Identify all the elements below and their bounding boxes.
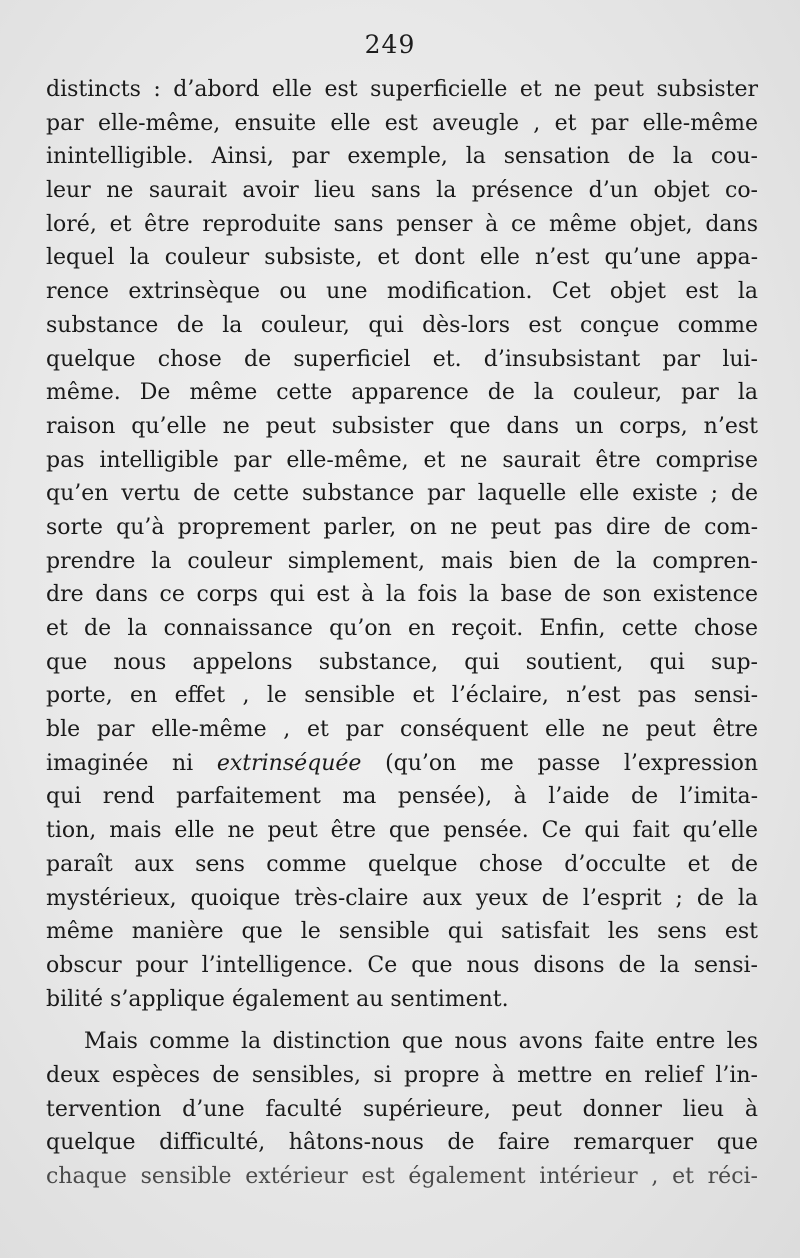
text-line: rence extrinsèque ou une modification. Cet objet est la: [46, 279, 758, 305]
text-line: ble par elle-même , et par conséquent elle ne peut être: [46, 717, 758, 743]
body-text: [46, 73, 758, 1194]
text-line: distincts : d’abord elle est superficielle et ne peut subsister: [46, 77, 758, 102]
text-line: que nous appelons substance, qui soutient, qui sup-: [46, 649, 758, 675]
text-line: raison qu’elle ne peut subsister que dans un corps, n’est: [46, 413, 758, 439]
text-line: qu’en vertu de cette substance par laquelle elle existe ; de: [46, 481, 758, 507]
text-line: tervention d’une faculté supérieure, peut donner lieu à: [46, 1096, 758, 1122]
text-line: par elle-même, ensuite elle est aveugle , et par elle-même: [46, 110, 758, 136]
text-line: inintelligible. Ainsi, par exemple, la sensation de la cou-: [46, 144, 758, 170]
text-line-with-italic: [46, 747, 758, 781]
text-line: Mais comme la distinction que nous avons faite entre les: [84, 1029, 758, 1055]
text-line: chaque sensible extérieur est également intérieur , et réci-: [46, 1164, 758, 1189]
text-segment: imaginée ni: [46, 750, 194, 776]
text-line: bilité s’applique également au sentiment.: [46, 986, 509, 1012]
text-line: et de la connaissance qu’on en reçoit. Enfin, cette chose: [46, 616, 758, 641]
text-line: quelque chose de superficiel et. d’insubsistant par lui-: [46, 346, 758, 372]
text-line: obscur pour l’intelligence. Ce que nous disons de la sensi-: [46, 952, 758, 978]
page-number: 249: [364, 30, 416, 59]
text-line: qui rend parfaitement ma pensée), à l’aide de l’imita-: [46, 784, 758, 810]
text-segment: (qu’on me passe l’expression: [385, 750, 758, 776]
text-line: deux espèces de sensibles, si propre à mettre en relief l’in-: [46, 1062, 758, 1088]
paragraph-1: [46, 73, 758, 1016]
text-line: paraît aux sens comme quelque chose d’occulte et de: [46, 851, 758, 877]
text-line: lequel la couleur subsiste, et dont elle n’est qu’une appa-: [46, 245, 758, 271]
text-line: porte, en effet , le sensible et l’éclaire, n’est pas sensi-: [46, 683, 758, 709]
text-line: tion, mais elle ne peut être que pensée. Ce qui fait qu’elle: [46, 818, 758, 844]
text-line: leur ne saurait avoir lieu sans la présence d’un objet co-: [46, 178, 758, 204]
text-line: substance de la couleur, qui dès-lors est conçue comme: [46, 312, 758, 338]
text-line: même manière que le sensible qui satisfait les sens est: [46, 919, 758, 945]
italic-word: extrinséquée: [216, 750, 362, 776]
text-line: loré, et être reproduite sans penser à ce même objet, dans: [46, 211, 758, 237]
text-line: même. De même cette apparence de la couleur, par la: [46, 380, 758, 406]
text-line: pas intelligible par elle-même, et ne saurait être comprise: [46, 447, 758, 473]
text-line: quelque difficulté, hâtons-nous de faire remarquer que: [46, 1130, 758, 1156]
text-line: mystérieux, quoique très-claire aux yeux de l’esprit ; de la: [46, 885, 758, 911]
text-line: sorte qu’à proprement parler, on ne peut pas dire de com-: [46, 514, 758, 540]
paragraph-2: [46, 1025, 758, 1193]
text-line: dre dans ce corps qui est à la fois la base de son existence: [46, 582, 758, 608]
text-line: prendre la couleur simplement, mais bien de la compren-: [46, 548, 758, 574]
